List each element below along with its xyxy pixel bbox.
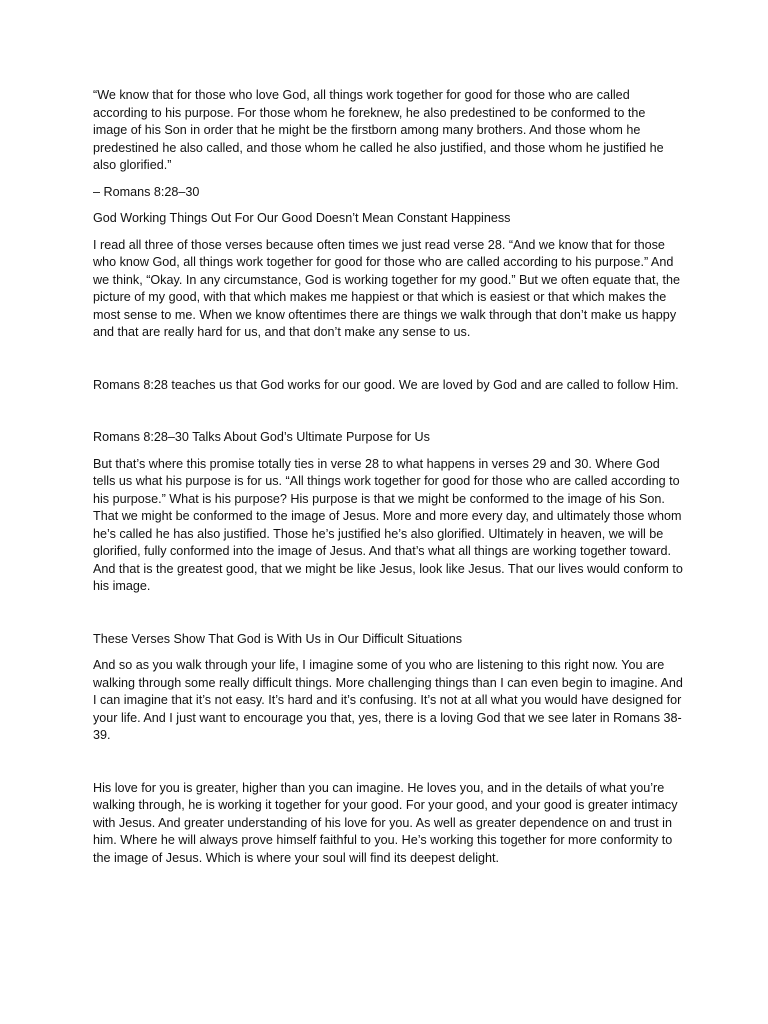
body-paragraph: I read all three of those verses because often times we just read verse 28. “And we know that for those who know God, all things work together for good for those who are called according to his purpose.” And we think, “Okay. In any circumstance, God is working together for my good.” But we often equate that, the picture of my good, with that which makes me happiest or that which is easiest or that which makes the most sense to me. When we know oftentimes there are things we walk through that don’t make us happy and that are really hard for us, and that don’t make any sense to us. [93, 237, 681, 339]
document-page [93, 87, 683, 876]
body-paragraph: His love for you is greater, higher than you can imagine. He loves you, and in the details of what you’re walking through, he is working it together for your good. For your good, and your good is greater intimacy with Jesus. And greater understanding of his love for you. As well as greater dependence on and trust in him. Where he will always prove himself faithful to you. He’s working this together for more conformity to the image of Jesus. Which is where your soul will find its deepest delight. [93, 780, 678, 865]
body-paragraph: And so as you walk through your life, I imagine some of you who are listening to this right now. You are walking through some really difficult things. More challenging things than I can even begin to imagine. And I can imagine that it’s not easy. It’s hard and it’s confusing. It’s not at all what you would have designed for your life. And I just want to encourage you that, yes, there is a loving God that we see later in Romans 38-39. [93, 658, 683, 742]
body-paragraph: But that’s where this promise totally ties in verse 28 to what happens in verses 29 and 30. Where God tells us what his purpose is for us. “All things work together for good for those who are called according to his purpose.” What is his purpose? His purpose is that we might be conformed to the image of his Son. That we might be conformed to the image of Jesus. More and more every day, and ultimately those whom he’s called he has also justified. Those he’s justified he’s also glorified. Ultimately in heaven, we will be glorified, fully conformed into the image of Jesus. And that’s what all things are working together toward. And that is the greatest good, that we might be like Jesus, look like Jesus. That our lives would conform to his image. [93, 456, 683, 593]
opening-quote: “We know that for those who love God, all things work together for good for those who are called according to his purpose. For those whom he foreknew, he also predestined to be conformed to the image of his Son in order that he might be the firstborn among many brothers. And those whom he predestined he also called, and those whom he called he also justified, and those whom he justified he also glorified.” [93, 88, 664, 172]
section-heading: God Working Things Out For Our Good Doesn’t Mean Constant Happiness [93, 211, 511, 225]
body-paragraph: Romans 8:28 teaches us that God works for our good. We are loved by God and are called to follow Him. [93, 377, 679, 392]
section-heading: These Verses Show That God is With Us in Our Difficult Situations [93, 631, 463, 646]
section-heading: Romans 8:28–30 Talks About God’s Ultimate Purpose for Us [93, 430, 430, 444]
quote-citation: – Romans 8:28–30 [93, 184, 200, 199]
